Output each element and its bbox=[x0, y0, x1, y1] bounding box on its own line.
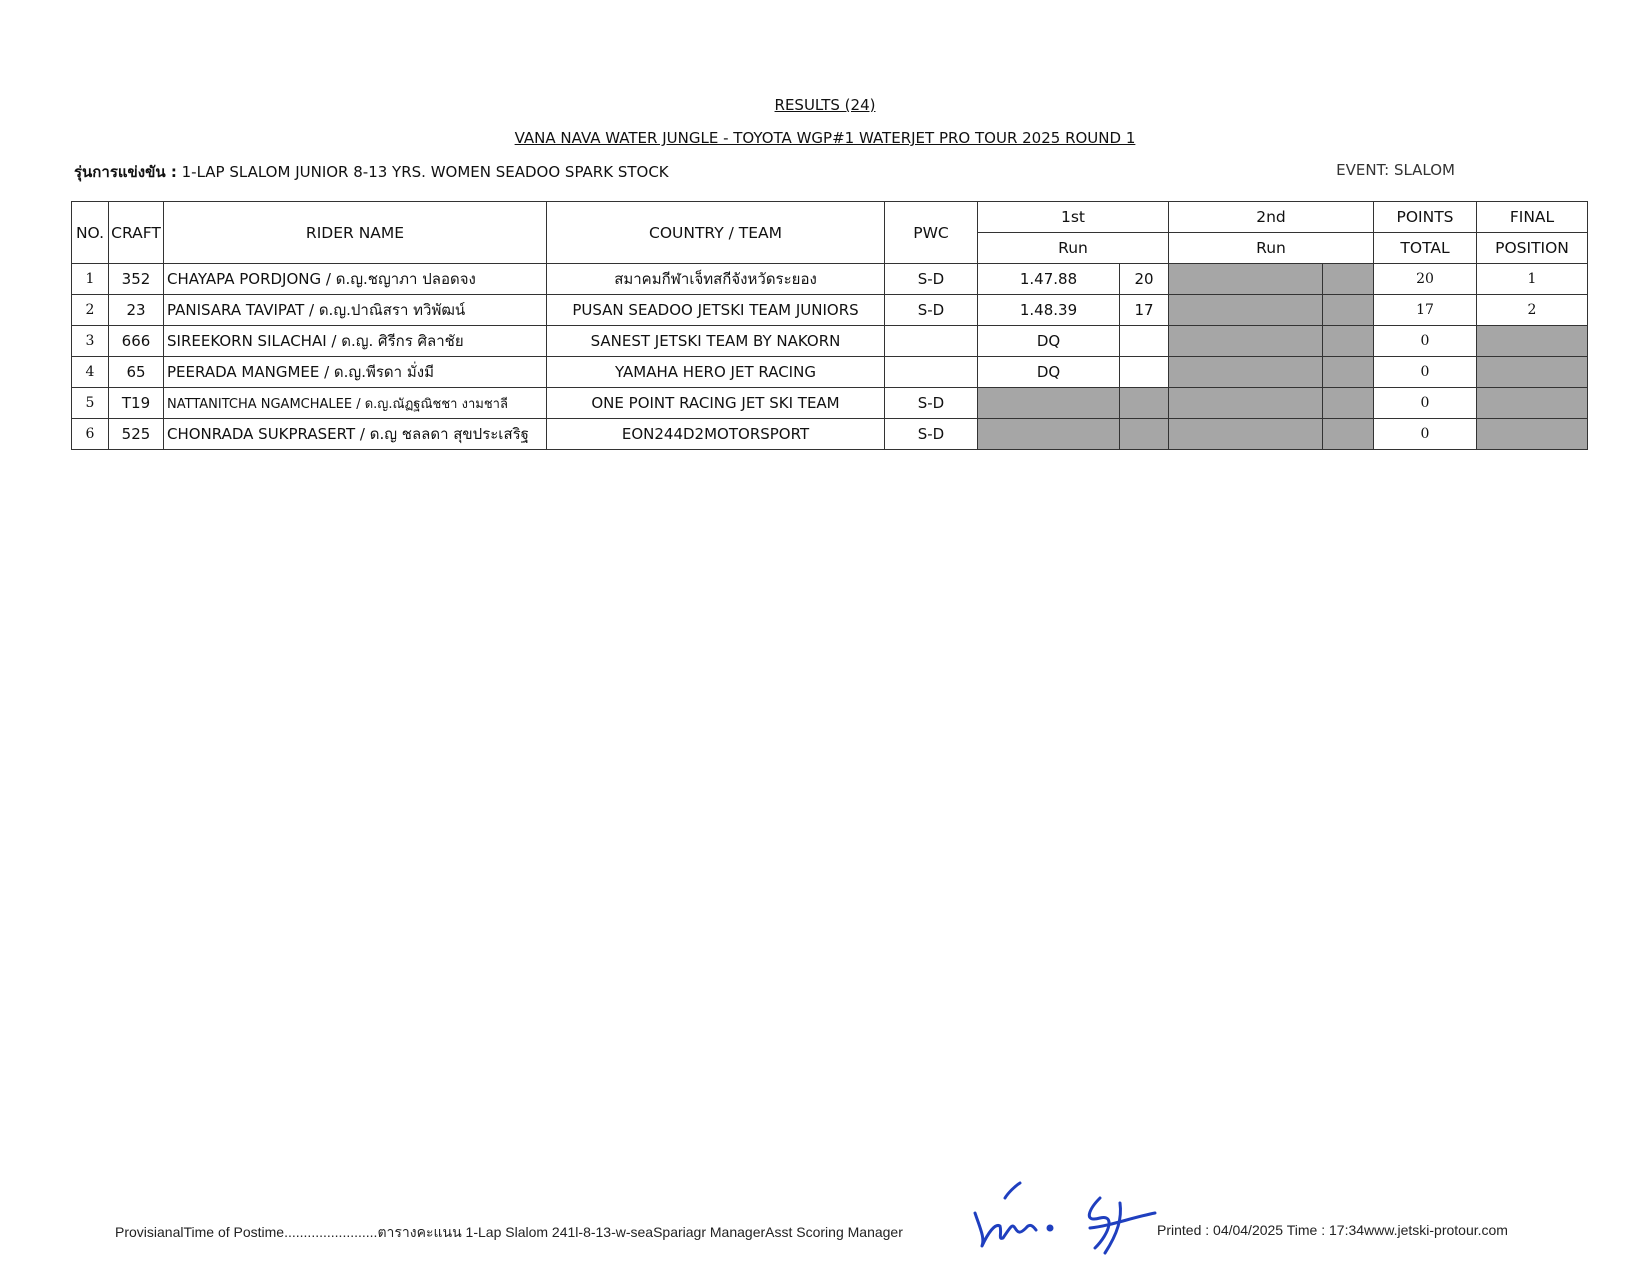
cell-position bbox=[1477, 388, 1588, 419]
cell-run1-points: 20 bbox=[1120, 264, 1169, 295]
cell-run2-time bbox=[1169, 264, 1323, 295]
cell-team: สมาคมกีฬาเจ็ทสกีจังหวัดระยอง bbox=[547, 264, 885, 295]
event-title: VANA NAVA WATER JUNGLE - TOYOTA WGP#1 WATERJET PRO TOUR 2025 ROUND 1 bbox=[514, 129, 1136, 147]
cell-rider: CHAYAPA PORDJONG / ด.ญ.ชญาภา ปลอดจง bbox=[164, 264, 547, 295]
cell-position bbox=[1477, 419, 1588, 450]
class-name: 1-LAP SLALOM JUNIOR 8-13 YRS. WOMEN SEADOO SPARK STOCK bbox=[181, 163, 669, 181]
cell-run1-points: 17 bbox=[1120, 295, 1169, 326]
header-no: NO. bbox=[72, 202, 109, 264]
cell-no: 5 bbox=[72, 388, 109, 419]
cell-total: 0 bbox=[1374, 326, 1477, 357]
cell-run1-time bbox=[978, 419, 1120, 450]
cell-rider: SIREEKORN SILACHAI / ด.ญ. ศิรีกร ศิลาชัย bbox=[164, 326, 547, 357]
header-craft: CRAFT bbox=[109, 202, 164, 264]
cell-pwc bbox=[885, 357, 978, 388]
cell-pwc: S-D bbox=[885, 264, 978, 295]
cell-run1-time: DQ bbox=[978, 326, 1120, 357]
footer-right: Printed : 04/04/2025 Time : 17:34www.jetski-protour.com bbox=[1157, 1222, 1508, 1238]
signature-image bbox=[970, 1178, 1170, 1258]
cell-run2-time bbox=[1169, 388, 1323, 419]
header-run2-sub: Run bbox=[1169, 233, 1374, 264]
cell-rider: PEERADA MANGMEE / ด.ญ.พีรดา มั่งมี bbox=[164, 357, 547, 388]
cell-run2-time bbox=[1169, 326, 1323, 357]
header-final-sub: POSITION bbox=[1477, 233, 1588, 264]
footer-left: ProvisianalTime of Postime........................ตารางคะแนน 1-Lap Slalom 241l-8-13-w-seaSpariagr ManagerAsst Scoring Manager bbox=[115, 1224, 903, 1240]
class-label: รุ่นการแข่งขัน : bbox=[74, 163, 177, 181]
header-final: FINAL bbox=[1477, 202, 1588, 233]
cell-rider: CHONRADA SUKPRASERT / ด.ญ ชลลดา สุขประเสริฐ bbox=[164, 419, 547, 450]
table-row bbox=[72, 295, 1588, 326]
cell-rider: PANISARA TAVIPAT / ด.ญ.ปาณิสรา ทวิพัฒน์ bbox=[164, 295, 547, 326]
cell-total: 0 bbox=[1374, 357, 1477, 388]
cell-no: 2 bbox=[72, 295, 109, 326]
cell-run1-time bbox=[978, 388, 1120, 419]
cell-team: YAMAHA HERO JET RACING bbox=[547, 357, 885, 388]
header-run1: 1st bbox=[978, 202, 1169, 233]
table-row bbox=[72, 264, 1588, 295]
cell-no: 4 bbox=[72, 357, 109, 388]
header-run2: 2nd bbox=[1169, 202, 1374, 233]
cell-craft: 352 bbox=[109, 264, 164, 295]
cell-craft: T19 bbox=[109, 388, 164, 419]
cell-position: 1 bbox=[1477, 264, 1588, 295]
cell-run1-time: 1.47.88 bbox=[978, 264, 1120, 295]
cell-team: SANEST JETSKI TEAM BY NAKORN bbox=[547, 326, 885, 357]
header-points: POINTS bbox=[1374, 202, 1477, 233]
cell-total: 20 bbox=[1374, 264, 1477, 295]
cell-run1-points bbox=[1120, 419, 1169, 450]
cell-total: 0 bbox=[1374, 388, 1477, 419]
cell-team: PUSAN SEADOO JETSKI TEAM JUNIORS bbox=[547, 295, 885, 326]
cell-craft: 65 bbox=[109, 357, 164, 388]
header-rider: RIDER NAME bbox=[164, 202, 547, 264]
cell-run1-time: DQ bbox=[978, 357, 1120, 388]
cell-run2-time bbox=[1169, 357, 1323, 388]
cell-run1-points bbox=[1120, 357, 1169, 388]
cell-run1-points bbox=[1120, 388, 1169, 419]
cell-pwc: S-D bbox=[885, 295, 978, 326]
table-row bbox=[72, 388, 1588, 419]
cell-run2-time bbox=[1169, 419, 1323, 450]
cell-run1-points bbox=[1120, 326, 1169, 357]
cell-craft: 525 bbox=[109, 419, 164, 450]
table-row bbox=[72, 357, 1588, 388]
cell-run2-points bbox=[1323, 264, 1374, 295]
cell-position bbox=[1477, 326, 1588, 357]
class-heading bbox=[74, 160, 669, 184]
table-row bbox=[72, 326, 1588, 357]
header-team: COUNTRY / TEAM bbox=[547, 202, 885, 264]
cell-run2-points bbox=[1323, 388, 1374, 419]
cell-craft: 23 bbox=[109, 295, 164, 326]
header-run1-sub: Run bbox=[978, 233, 1169, 264]
cell-run2-points bbox=[1323, 419, 1374, 450]
cell-position bbox=[1477, 357, 1588, 388]
table-row bbox=[72, 419, 1588, 450]
cell-rider: NATTANITCHA NGAMCHALEE / ด.ญ.ณัฏฐณิชชา งามชาลี bbox=[164, 388, 547, 419]
event-label: EVENT: SLALOM bbox=[1336, 161, 1455, 179]
cell-pwc bbox=[885, 326, 978, 357]
cell-team: ONE POINT RACING JET SKI TEAM bbox=[547, 388, 885, 419]
cell-no: 6 bbox=[72, 419, 109, 450]
cell-no: 3 bbox=[72, 326, 109, 357]
cell-run2-time bbox=[1169, 295, 1323, 326]
header-pwc: PWC bbox=[885, 202, 978, 264]
cell-pwc: S-D bbox=[885, 388, 978, 419]
cell-run2-points bbox=[1323, 326, 1374, 357]
cell-team: EON244D2MOTORSPORT bbox=[547, 419, 885, 450]
cell-craft: 666 bbox=[109, 326, 164, 357]
header-row-1 bbox=[72, 202, 1588, 233]
cell-total: 17 bbox=[1374, 295, 1477, 326]
results-title: RESULTS (24) bbox=[774, 96, 876, 114]
cell-position: 2 bbox=[1477, 295, 1588, 326]
results-table bbox=[71, 201, 1588, 450]
cell-run2-points bbox=[1323, 295, 1374, 326]
cell-total: 0 bbox=[1374, 419, 1477, 450]
cell-run1-time: 1.48.39 bbox=[978, 295, 1120, 326]
header-points-sub: TOTAL bbox=[1374, 233, 1477, 264]
cell-pwc: S-D bbox=[885, 419, 978, 450]
cell-run2-points bbox=[1323, 357, 1374, 388]
cell-no: 1 bbox=[72, 264, 109, 295]
